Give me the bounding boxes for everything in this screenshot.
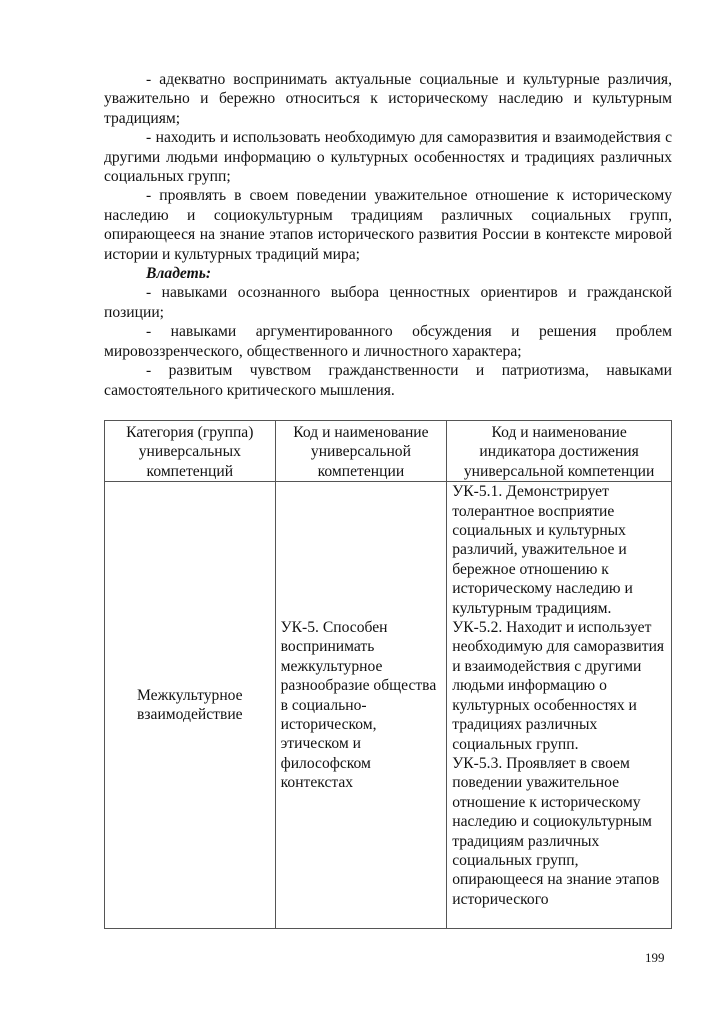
header-indicator: Код и наименование индикатора достижения универсальной компетенции bbox=[447, 421, 672, 482]
cell-category: Межкультурное взаимодействие bbox=[105, 482, 276, 929]
paragraph: - развитым чувством гражданственности и патриотизма, навыками самостоятельного критического мышления. bbox=[104, 362, 672, 399]
paragraph: - адекватно воспринимать актуальные социальные и культурные различия, уважительно и бережно относиться к историческому наследию и культурным традициям; bbox=[104, 71, 672, 127]
paragraph: - находить и использовать необходимую для саморазвития и взаимодействия с другими людьми информацию о культурных особенностях и традициях различных социальных групп; bbox=[104, 129, 672, 186]
paragraph: - проявлять в своем поведении уважительное отношение к историческому наследию и социокультурным традициям различных социальных групп, опирающееся на знание этапов исторического развития России в контексте мировой истории и культурных традиций мира; bbox=[104, 187, 672, 263]
indicator-item: УК-5.1. Демонстрирует толерантное восприятие социальных и культурных различий, уважительное и бережное отношению к историческому наследию и культурным традициям. bbox=[452, 483, 633, 617]
header-category: Категория (группа) универсальных компетенций bbox=[105, 421, 276, 482]
paragraph: - навыками осознанного выбора ценностных ориентиров и гражданской позиции; bbox=[104, 284, 672, 321]
cell-competence: УК-5. Способен воспринимать межкультурное разнообразие общества в социально-историческом, этическом и философском контекстах bbox=[275, 482, 447, 929]
paragraph: - навыками аргументированного обсуждения и решения проблем мировоззренческого, общественного и личностного характера; bbox=[104, 323, 672, 360]
body-text bbox=[104, 70, 672, 400]
page-number: 199 bbox=[645, 950, 665, 965]
competence-table bbox=[104, 420, 672, 929]
indicator-item: УК-5.3. Проявляет в своем поведении уважительное отношение к историческому наследию и социокультурным традициям различных социальных групп, опирающееся на знание этапов исторического bbox=[452, 754, 660, 908]
table-row bbox=[105, 482, 672, 929]
cell-indicators bbox=[447, 482, 672, 929]
section-heading: Владеть: bbox=[146, 265, 212, 283]
indicator-item: УК-5.2. Находит и использует необходимую для саморазвития и взаимодействия с другими людьми информацию о культурных особенностях и традициях различных социальных групп. bbox=[452, 619, 665, 753]
header-competence: Код и наименование универсальной компетенции bbox=[275, 421, 447, 482]
table-header-row bbox=[105, 421, 672, 482]
